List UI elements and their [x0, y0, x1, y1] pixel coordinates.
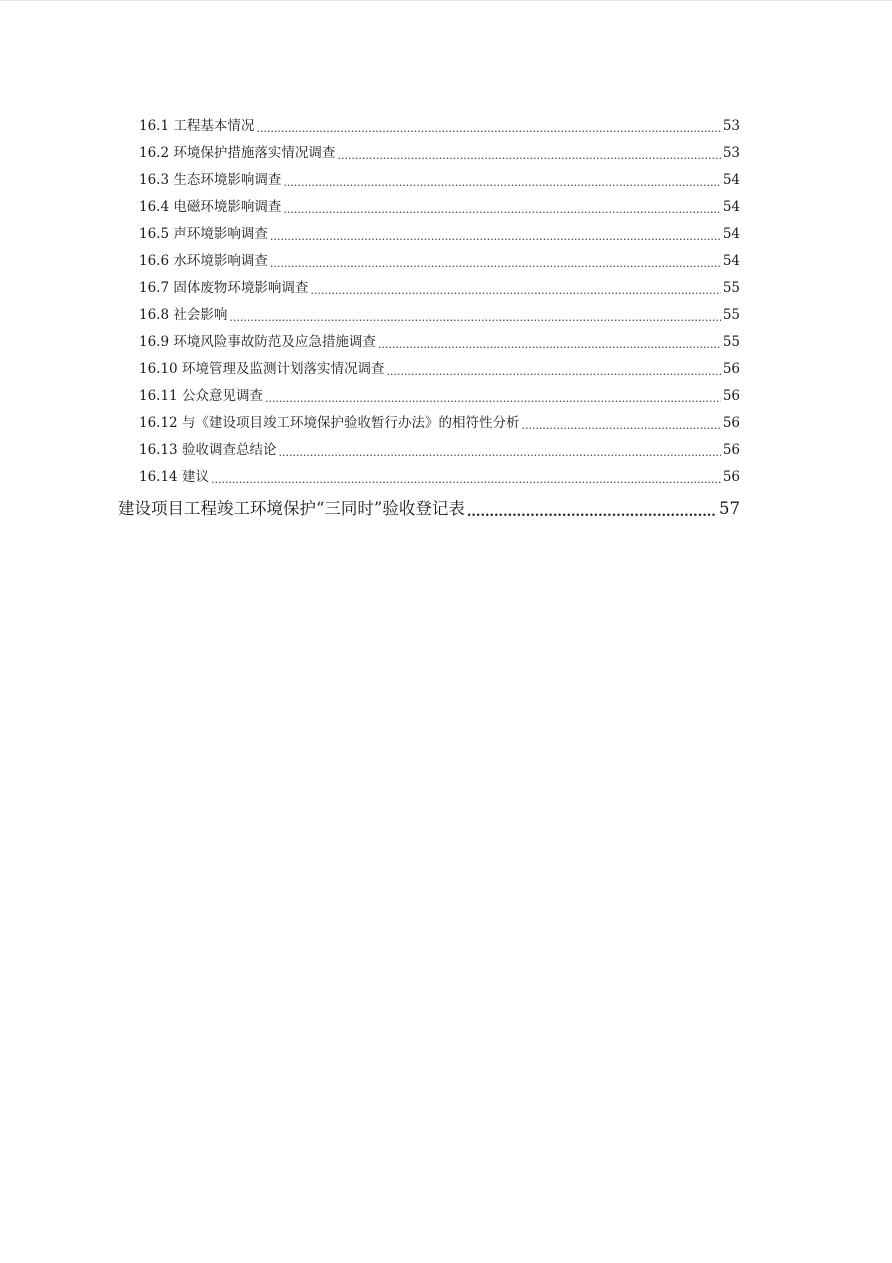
toc-entry-page: 54	[722, 253, 740, 269]
toc-entry-16-2[interactable]	[139, 143, 740, 163]
toc-dot-leader	[337, 143, 720, 163]
toc-entry-title: 16.14 建议	[139, 469, 209, 485]
toc-dot-leader	[386, 359, 720, 379]
toc-dot-leader	[278, 440, 720, 460]
toc-entry-title: 16.6 水环境影响调查	[139, 253, 268, 269]
toc-entry-page: 57	[719, 499, 740, 518]
toc-dot-leader	[270, 224, 721, 244]
toc-entry-title: 16.12 与《建设项目竣工环境保护验收暂行办法》的相符性分析	[139, 415, 520, 431]
toc-entry-page: 56	[722, 388, 740, 404]
toc-dot-leader	[265, 386, 721, 406]
toc-entry-16-1[interactable]	[139, 116, 740, 136]
toc-entry-16-10[interactable]	[139, 359, 740, 379]
toc-entry-title: 16.9 环境风险事故防范及应急措施调查	[139, 334, 376, 350]
toc-dot-leader	[521, 413, 720, 433]
toc-dot-leader	[270, 251, 721, 271]
toc-entry-title: 16.11 公众意见调查	[139, 388, 263, 404]
toc-dot-leader	[310, 278, 720, 298]
toc-entry-page: 56	[722, 361, 740, 377]
toc-entry-page: 56	[722, 469, 740, 485]
toc-entry-16-8[interactable]	[139, 305, 740, 325]
toc-entry-16-6[interactable]	[139, 251, 740, 271]
toc-entry-page: 54	[722, 172, 740, 188]
toc-entry-page: 54	[722, 226, 740, 242]
toc-entry-16-3[interactable]	[139, 170, 740, 190]
toc-dot-leader	[467, 497, 717, 521]
toc-entry-16-9[interactable]	[139, 332, 740, 352]
toc-entry-title: 16.4 电磁环境影响调查	[139, 199, 282, 215]
toc-entry-16-4[interactable]	[139, 197, 740, 217]
toc-entry-title: 16.3 生态环境影响调查	[139, 172, 282, 188]
toc-entry-16-11[interactable]	[139, 386, 740, 406]
toc-entry-page: 55	[722, 334, 740, 350]
toc-dot-leader	[378, 332, 721, 352]
toc-entry-16-12[interactable]	[139, 413, 740, 433]
toc-entry-page: 56	[722, 415, 740, 431]
toc-entry-title: 16.8 社会影响	[139, 307, 228, 323]
toc-entry-page: 53	[722, 145, 740, 161]
toc-entry-title: 16.1 工程基本情况	[139, 118, 255, 134]
toc-dot-leader	[256, 116, 720, 136]
toc-entry-title: 16.5 声环境影响调查	[139, 226, 268, 242]
toc-entry-16-14[interactable]	[139, 467, 740, 487]
toc-dot-leader	[211, 467, 721, 487]
toc-entry-page: 53	[722, 118, 740, 134]
toc-entry-page: 54	[722, 199, 740, 215]
toc-entry-page: 55	[722, 307, 740, 323]
toc-entry-16-5[interactable]	[139, 224, 740, 244]
toc-entry-title: 16.10 环境管理及监测计划落实情况调查	[139, 361, 385, 377]
toc-entry-registration-form[interactable]	[118, 497, 740, 521]
toc-dot-leader	[283, 197, 720, 217]
toc-dot-leader	[283, 170, 720, 190]
toc-entry-page: 55	[722, 280, 740, 296]
toc-entry-page: 56	[722, 442, 740, 458]
toc-entry-title: 16.13 验收调查总结论	[139, 442, 277, 458]
toc-entry-16-7[interactable]	[139, 278, 740, 298]
toc-entry-title: 建设项目工程竣工环境保护“三同时”验收登记表	[118, 499, 465, 518]
toc-entry-16-13[interactable]	[139, 440, 740, 460]
toc-entry-title: 16.2 环境保护措施落实情况调查	[139, 145, 336, 161]
toc-entry-title: 16.7 固体废物环境影响调查	[139, 280, 309, 296]
toc-dot-leader	[229, 305, 720, 325]
